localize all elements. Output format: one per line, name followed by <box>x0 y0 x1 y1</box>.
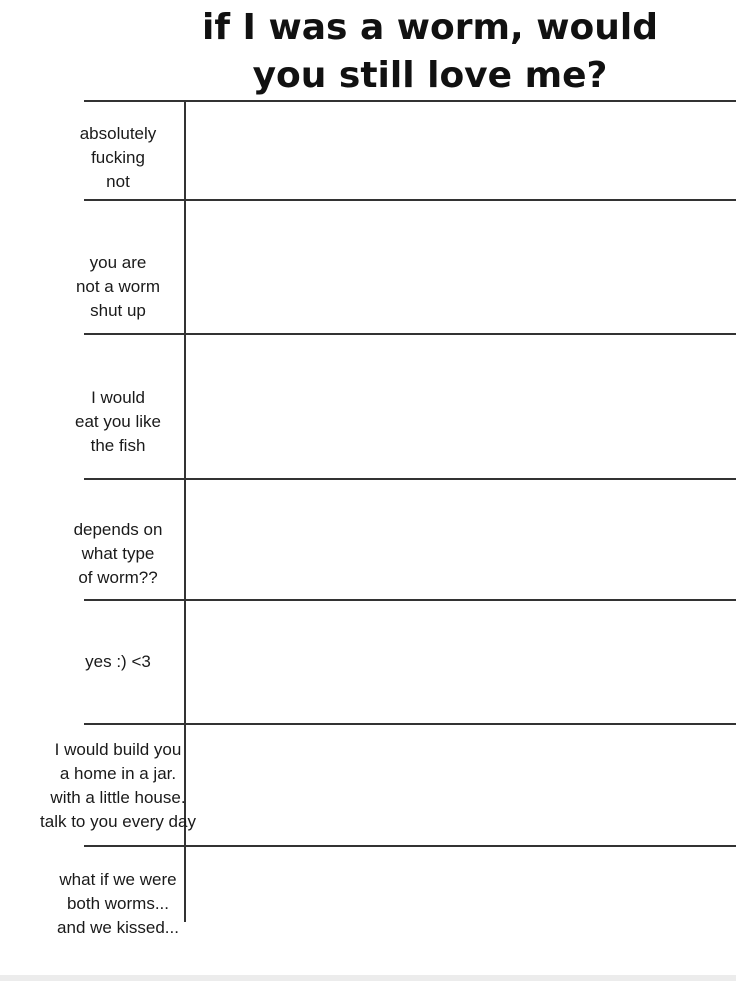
row-label: what if we were both worms... and we kissed... <box>57 870 179 937</box>
answer-cell <box>186 335 736 478</box>
answer-cell <box>186 480 736 599</box>
answer-cell <box>186 847 736 922</box>
page-edge <box>0 975 736 981</box>
answer-cell <box>186 201 736 333</box>
row-label: I would build you a home in a jar. with a little house. talk to you every day <box>40 740 196 831</box>
row-label: yes :) <3 <box>85 652 151 671</box>
title-line-2: you still love me? <box>252 55 608 96</box>
answer-cell <box>186 601 736 723</box>
row-label: absolutely fucking not <box>79 124 157 191</box>
row-label: I would eat you like the fish <box>75 388 161 455</box>
answer-cell <box>186 725 736 845</box>
title-line-1: if I was a worm, would <box>202 7 658 48</box>
row-label: depends on what type of worm?? <box>73 520 163 587</box>
chart-title <box>150 4 710 100</box>
row-label: you are not a worm shut up <box>75 253 161 320</box>
answer-cell <box>186 102 736 199</box>
